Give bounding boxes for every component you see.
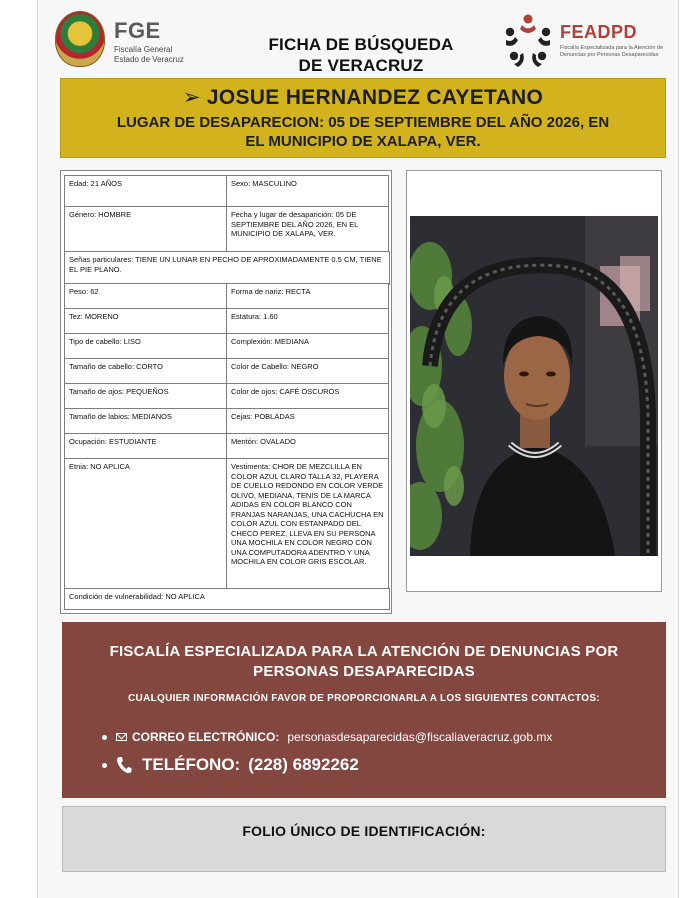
- missing-person-name: [61, 86, 665, 110]
- lip-size-cell: Tamaño de labios: MEDIANOS: [64, 408, 227, 435]
- page-title-line2: DE VERACRUZ: [298, 56, 424, 75]
- folio-label: FOLIO ÚNICO DE IDENTIFICACIÓN:: [242, 823, 486, 839]
- occupation-cell: Ocupación: ESTUDIANTE: [64, 433, 227, 460]
- table-row: [64, 459, 390, 590]
- contact-box: [62, 622, 666, 798]
- header: [0, 0, 700, 80]
- fge-name-line2: Estado de Veracruz: [114, 55, 184, 64]
- table-row: [64, 284, 390, 310]
- missing-person-name-text: JOSUE HERNANDEZ CAYETANO: [206, 86, 544, 109]
- fge-logo-text: [114, 20, 184, 65]
- date-place-cell: Fecha y lugar de desaparición: 05 DE SEPTIEMBRE DEL AÑO 2026, EN EL MUNICIPIO DE XALAPA, VER.: [226, 206, 389, 253]
- contact-title-line1: FISCALÍA ESPECIALIZADA PARA LA ATENCIÓN DE DENUNCIAS POR: [109, 643, 619, 660]
- name-banner: [60, 78, 666, 158]
- bullet-icon: [102, 735, 107, 740]
- hair-length-cell: Tamaño de cabello: CORTO: [64, 358, 227, 385]
- arrow-right-icon: ➢: [182, 86, 207, 109]
- email-link[interactable]: personasdesaparecidas@fiscaliaveracruz.gob.mx: [287, 730, 553, 744]
- missing-person-photo: [410, 216, 658, 556]
- fge-seal-icon: [55, 11, 105, 67]
- distinguishing-marks-cell: Señas particulares: TIENE UN LUNAR EN PECHO DE APROXIMADAMENTE 0.5 CM, TIENE EL PIE PLANO.: [64, 251, 390, 285]
- phone-icon: [116, 756, 132, 774]
- fge-name-line1: Fiscalía General: [114, 45, 173, 54]
- disappearance-place-line2: EL MUNICIPIO DE XALAPA, VER.: [245, 133, 481, 150]
- feadpd-logo-text: [560, 22, 680, 59]
- hair-type-cell: Tipo de cabello: LISO: [64, 333, 227, 360]
- portrait-illustration: [410, 216, 658, 556]
- feadpd-name-line2: Denuncias por Personas Desaparecidas: [560, 52, 659, 58]
- page-title-line1: FICHA DE BÚSQUEDA: [268, 35, 454, 54]
- build-cell: Complexión: MEDIANA: [226, 333, 389, 360]
- eye-size-cell: Tamaño de ojos: PEQUEÑOS: [64, 383, 227, 410]
- ethnicity-cell: Etnia: NO APLICA: [64, 458, 227, 590]
- hair-color-cell: Color de Cabello: NEGRO: [226, 358, 389, 385]
- eyebrows-cell: Cejas: POBLADAS: [226, 408, 389, 435]
- bullet-icon: [102, 763, 107, 768]
- table-row: [64, 589, 390, 610]
- email-label: CORREO ELECTRÓNICO:: [132, 730, 280, 744]
- age-cell: Edad: 21 AÑOS: [64, 175, 227, 208]
- table-row: [64, 207, 390, 253]
- contact-title-line2: PERSONAS DESAPARECIDAS: [253, 663, 475, 680]
- table-row: [64, 359, 390, 385]
- contact-title: [62, 642, 666, 682]
- table-row: [64, 384, 390, 410]
- table-row: [64, 409, 390, 435]
- sex-cell: Sexo: MASCULINO: [226, 175, 389, 208]
- phone-label: TELÉFONO:: [142, 755, 241, 774]
- fge-acronym: FGE: [114, 18, 161, 43]
- table-row: [64, 309, 390, 335]
- table-row: [64, 334, 390, 360]
- chin-cell: Mentón: OVALADO: [226, 433, 389, 460]
- personal-info-table: [60, 170, 392, 614]
- feadpd-people-circle-icon: [500, 12, 556, 68]
- disappearance-place: [61, 113, 665, 151]
- folio-box: [62, 806, 666, 872]
- email-line: [102, 730, 552, 744]
- envelope-icon: [116, 733, 127, 741]
- weight-cell: Peso: 62: [64, 283, 227, 310]
- feadpd-acronym: FEADPD: [560, 22, 638, 42]
- table-row: [64, 252, 390, 285]
- vulnerability-cell: Condición de vulnerabilidad: NO APLICA: [64, 588, 390, 610]
- gender-cell: Género: HOMBRE: [64, 206, 227, 253]
- nose-shape-cell: Forma de nariz: RECTA: [226, 283, 389, 310]
- phone-number[interactable]: (228) 6892262: [248, 755, 359, 774]
- table-row: [64, 434, 390, 460]
- height-cell: Estatura: 1.60: [226, 308, 389, 335]
- page-title: [248, 34, 474, 76]
- skin-tone-cell: Tez: MORENO: [64, 308, 227, 335]
- feadpd-name-line1: Fiscalía Especializada para la Atención de: [560, 45, 664, 51]
- disappearance-place-line1: LUGAR DE DESAPARECION: 05 DE SEPTIEMBRE DEL AÑO 2026, EN: [116, 114, 610, 131]
- phone-line: [102, 755, 359, 775]
- eye-color-cell: Color de ojos: CAFÉ OSCUROS: [226, 383, 389, 410]
- table-row: [64, 176, 390, 208]
- contact-subtitle: CUALQUIER INFORMACIÓN FAVOR DE PROPORCIONARLA A LOS SIGUIENTES CONTACTOS:: [128, 693, 600, 704]
- clothing-cell: Vestimenta: CHOR DE MEZCLILLA EN COLOR AZUL CLARO TALLA 32, PLAYERA DE CUELLO REDONDO EN COLOR VERDE OLIVO, MEDIANA, TENIS DE LA MARCA ADIDAS EN COLOR BLANCO CON FRANJAS NARANJAS, UNA CACHUCHA EN COLOR AZUL CON ESTANPADO DEL CHECO PEREZ, LLEVA EN SU PERSONA UNA MOCHILA EN COLOR NEGRO CON UNA COMPUTADORA ADENTRO Y UNA MOCHILA EN COLOR GRIS ESCOLAR.: [226, 458, 389, 590]
